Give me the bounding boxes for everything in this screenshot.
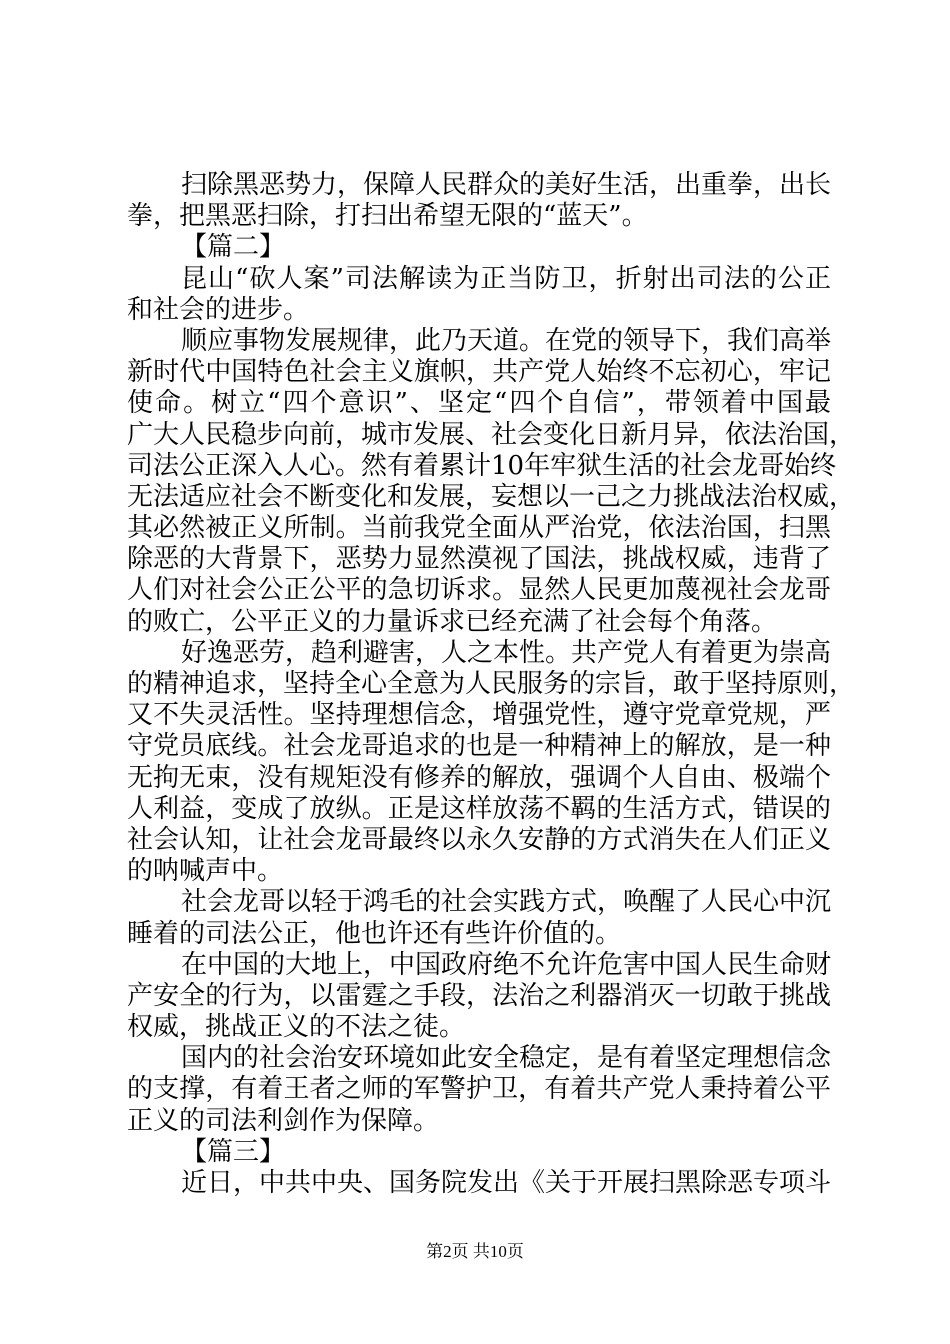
text-line: 好逸恶劳，趋利避害，人之本性。共产党人有着更为崇高: [181, 637, 832, 668]
text-line: 人利益，变成了放纵。正是这样放荡不羁的生活方式，错误的: [127, 793, 831, 824]
heading-text: 【篇三】: [181, 1136, 286, 1167]
page-footer: 第2页 共10页: [426, 1242, 524, 1261]
text-line: 广大人民稳步向前，城市发展、社会变化日新月异，依法治国，: [127, 419, 856, 450]
text-line: 产安全的行为，以雷霆之手段，法治之利器消灭一切敢于挑战: [127, 980, 831, 1011]
heading-text: 【篇二】: [181, 232, 286, 263]
text-line: 正义的司法利剑作为保障。: [127, 1105, 440, 1136]
text-line: 的精神追求，坚持全心全意为人民服务的宗旨，敢于坚持原则，: [127, 669, 856, 699]
paragraph: [127, 264, 831, 326]
text-line: 和社会的进步。: [127, 294, 310, 325]
paragraph: [127, 170, 831, 232]
paragraph: [127, 637, 856, 888]
text-line: 社会龙哥以轻于鸿毛的社会实践方式，唤醒了人民心中沉: [181, 887, 832, 918]
document-body: [127, 170, 856, 1199]
paragraph: [127, 950, 831, 1044]
text-line: 昆山“砍人案”司法解读为正当防卫，折射出司法的公正: [181, 263, 831, 294]
text-line: 司法公正深入人心。然有着累计10年牢狱生活的社会龙哥始终: [127, 450, 837, 481]
text-line: 的败亡，公平正义的力量诉求已经充满了社会每个角落。: [127, 606, 778, 637]
text-line: 近日，中共中央、国务院发出《关于开展扫黑除恶专项斗: [181, 1168, 832, 1198]
paragraph: [127, 325, 856, 638]
paragraph: [127, 1043, 831, 1137]
text-line: 在中国的大地上，中国政府绝不允许危害中国人民生命财: [181, 949, 832, 980]
text-line: 睡着的司法公正，他也许还有些许价值的。: [127, 918, 622, 949]
paragraph: [127, 887, 831, 949]
text-line: 的呐喊声中。: [127, 856, 284, 887]
text-line: 拳，把黑恶扫除，打扫出希望无限的“蓝天”。: [127, 201, 648, 232]
text-line: 社会认知，让社会龙哥最终以永久安静的方式消失在人们正义: [127, 824, 831, 855]
text-line: 扫除黑恶势力，保障人民群众的美好生活，出重拳，出长: [181, 170, 832, 200]
text-line: 的支撑，有着王者之师的军警护卫，有着共产党人秉持着公平: [127, 1074, 831, 1105]
text-line: 无法适应社会不断变化和发展，妄想以一己之力挑战法治权威，: [127, 481, 856, 512]
text-line: 又不失灵活性。坚持理想信念，增强党性，遵守党章党规，严: [127, 700, 831, 731]
text-line: 使命。树立“四个意识”、坚定“四个自信”，带领着中国最: [127, 388, 831, 419]
text-line: 新时代中国特色社会主义旗帜，共产党人始终不忘初心，牢记: [127, 357, 831, 388]
text-line: 顺应事物发展规律，此乃天道。在党的领导下，我们高举: [181, 325, 832, 356]
text-line: 人们对社会公正公平的急切诉求。显然人民更加蔑视社会龙哥: [127, 575, 831, 606]
text-line: 其必然被正义所制。当前我党全面从严治党，依法治国，扫黑: [127, 513, 831, 544]
text-line: 无拘无束，没有规矩没有修养的解放，强调个人自由、极端个: [127, 762, 831, 793]
section-heading: [127, 1137, 831, 1168]
text-line: 守党员底线。社会龙哥追求的也是一种精神上的解放，是一种: [127, 731, 831, 762]
paragraph: [127, 1168, 831, 1199]
text-line: 除恶的大背景下，恶势力显然漠视了国法，挑战权威，违背了: [127, 544, 831, 575]
text-line: 权威，挑战正义的不法之徒。: [127, 1012, 466, 1043]
section-heading: [127, 232, 831, 263]
text-line: 国内的社会治安环境如此安全稳定，是有着坚定理想信念: [181, 1043, 832, 1074]
